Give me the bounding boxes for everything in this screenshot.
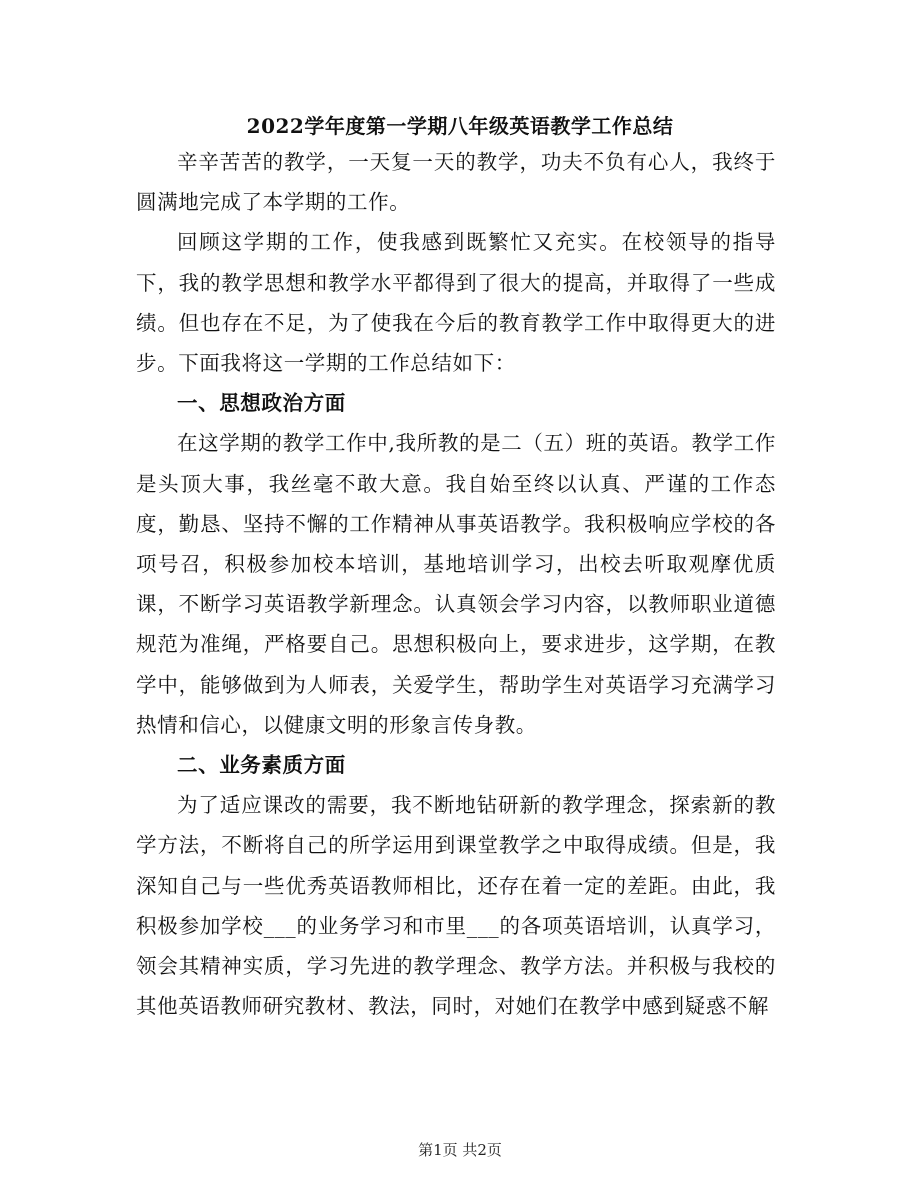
paragraph-review: 回顾这学期的工作，使我感到既繁忙又充实。在校领导的指导下，我的教学思想和教学水平都得到了很大的提高，并取得了一些成绩。但也存在不足，为了使我在今后的教育教学工作中取得更大的进步。下面我将这一学期的工作总结如下： <box>136 230 776 376</box>
section-heading-professional: 二、业务素质方面 <box>177 753 346 778</box>
document-title: 2022学年度第一学期八年级英语教学工作总结 <box>246 114 674 138</box>
page-number-footer: 第1页 共2页 <box>418 1141 502 1159</box>
paragraph-ideology: 在这学期的教学工作中,我所教的是二（五）班的英语。教学工作是头顶大事，我丝毫不敢大意。我自始至终以认真、严谨的工作态度，勤恳、坚持不懈的工作精神从事英语教学。我积极响应学校的各项号召，积极参加校本培训，基地培训学习，出校去听取观摩优质课，不断学习英语教学新理念。认真领会学习内容，以教师职业道德规范为准绳，严格要自己。思想积极向上，要求进步，这学期，在教学中，能够做到为人师表，关爱学生，帮助学生对英语学习充满学习热情和信心，以健康文明的形象言传身教。 <box>136 431 776 737</box>
document-body <box>136 142 776 1026</box>
paragraph-intro: 辛辛苦苦的教学，一天复一天的教学，功夫不负有心人，我终于圆满地完成了本学期的工作。 <box>136 150 776 215</box>
paragraph-professional: 为了适应课改的需要，我不断地钻研新的教学理念，探索新的教学方法，不断将自己的所学运用到课堂教学之中取得成绩。但是，我深知自己与一些优秀英语教师相比，还存在着一定的差距。由此，我积极参加学校___的业务学习和市里___的各项英语培训，认真学习，领会其精神实质，学习先进的教学理念、教学方法。并积极与我校的其他英语教师研究教材、教法，同时，对她们在教学中感到疑惑不解 <box>136 793 776 1019</box>
section-heading-ideology: 一、思想政治方面 <box>177 391 346 416</box>
